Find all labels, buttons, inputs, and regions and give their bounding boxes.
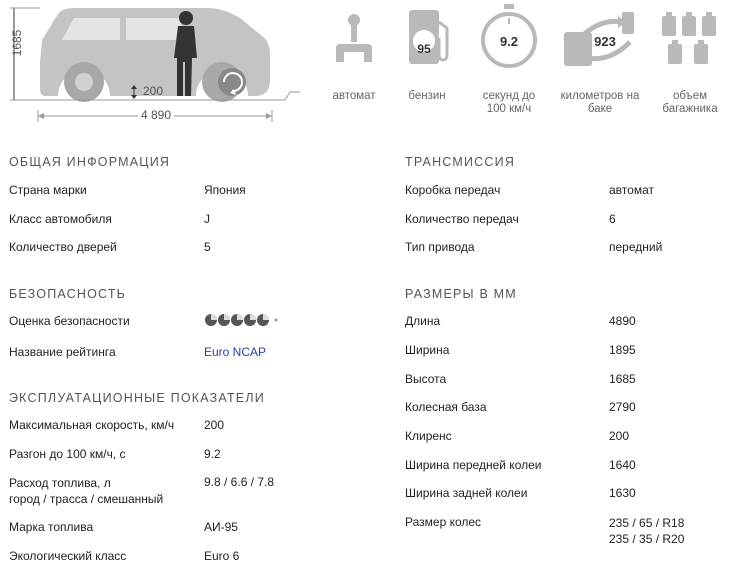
safety-rating-stars bbox=[204, 313, 282, 327]
spec-value: J bbox=[204, 212, 210, 226]
spec-value: 1895 bbox=[609, 343, 636, 357]
icon-caption bbox=[652, 90, 728, 116]
spec-value: автомат bbox=[609, 183, 654, 197]
length-label: 4 890 bbox=[138, 108, 174, 122]
spec-label: Марка топлива bbox=[9, 520, 94, 534]
caption-line: 100 км/ч bbox=[486, 103, 532, 115]
spec-value: передний bbox=[609, 240, 663, 254]
caption-line: секунд до bbox=[482, 90, 536, 102]
icon-caption bbox=[554, 90, 646, 116]
spec-label bbox=[9, 475, 163, 507]
spec-value: 200 bbox=[204, 418, 225, 432]
spec-value: 1630 bbox=[609, 486, 636, 500]
star-rating-icon bbox=[204, 313, 282, 327]
fuel-pump-icon bbox=[405, 8, 455, 68]
spec-label: Экологический класс bbox=[9, 549, 127, 563]
luggage-icon bbox=[660, 10, 720, 70]
section-title-transmission: ТРАНСМИССИЯ bbox=[405, 155, 516, 169]
spec-value: АИ-95 bbox=[204, 520, 238, 534]
section-title-performance: ЭКСПЛУАТАЦИОННЫЕ ПОКАЗАТЕЛИ bbox=[9, 391, 265, 405]
caption-line: километров на bbox=[560, 90, 640, 102]
spec-label: Колесная база bbox=[405, 400, 487, 414]
acceleration-value: 9.2 bbox=[499, 34, 519, 49]
spec-value: 1640 bbox=[609, 458, 636, 472]
spec-label-line: город / трасса / смешанный bbox=[9, 492, 164, 506]
section-title-general: ОБЩАЯ ИНФОРМАЦИЯ bbox=[9, 155, 171, 169]
spec-label: Ширина bbox=[405, 343, 450, 357]
range-feature bbox=[560, 8, 640, 128]
wheel-size-value bbox=[609, 515, 684, 547]
wheel-size-line: 235 / 65 / R18 bbox=[609, 516, 685, 530]
spec-label: Количество передач bbox=[405, 212, 519, 226]
wheel-size-line: 235 / 35 / R20 bbox=[609, 532, 685, 546]
range-value: 923 bbox=[594, 34, 616, 49]
spec-label: Количество дверей bbox=[9, 240, 117, 254]
caption-line: багажника bbox=[662, 103, 718, 115]
car-dimensions-diagram bbox=[0, 0, 310, 130]
spec-label: Максимальная скорость, км/ч bbox=[9, 418, 175, 432]
transmission-feature bbox=[328, 10, 380, 120]
caption-line: объем bbox=[672, 90, 708, 102]
section-title-dimensions: РАЗМЕРЫ В ММ bbox=[405, 287, 517, 301]
fuel-octane-value: 95 bbox=[417, 42, 431, 56]
spec-value: 6 bbox=[609, 212, 616, 226]
spec-label-line: Расход топлива, л bbox=[9, 476, 111, 490]
spec-label: Страна марки bbox=[9, 183, 87, 197]
spec-label: Коробка передач bbox=[405, 183, 501, 197]
icon-caption: бензин bbox=[408, 90, 446, 102]
spec-label: Клиренс bbox=[405, 429, 452, 443]
icon-caption bbox=[474, 90, 544, 116]
spec-label: Ширина передней колеи bbox=[405, 458, 542, 472]
spec-label: Класс автомобиля bbox=[9, 212, 112, 226]
spec-label: Разгон до 100 км/ч, с bbox=[9, 447, 126, 461]
spec-label: Ширина задней колеи bbox=[405, 486, 528, 500]
icon-caption: автомат bbox=[332, 90, 376, 102]
trunk-feature bbox=[660, 10, 724, 130]
spec-label: Оценка безопасности bbox=[9, 314, 130, 328]
height-label: 1685 bbox=[10, 29, 24, 57]
spec-label: Размер колес bbox=[405, 515, 482, 529]
fuel-feature bbox=[405, 8, 455, 118]
spec-value: 9.2 bbox=[204, 447, 221, 461]
caption-line: баке bbox=[587, 103, 613, 115]
spec-value: 5 bbox=[204, 240, 211, 254]
spec-value: 4890 bbox=[609, 314, 636, 328]
spec-value: Япония bbox=[204, 183, 246, 197]
spec-value: Euro 6 bbox=[204, 549, 240, 563]
spec-label: Длина bbox=[405, 314, 441, 328]
spec-value: 200 bbox=[609, 429, 630, 443]
spec-value: 1685 bbox=[609, 372, 636, 386]
spec-label: Высота bbox=[405, 372, 447, 386]
spec-label: Тип привода bbox=[405, 240, 475, 254]
spec-value: 9.8 / 6.6 / 7.8 bbox=[204, 475, 275, 489]
section-title-safety: БЕЗОПАСНОСТЬ bbox=[9, 287, 127, 301]
spec-label: Название рейтинга bbox=[9, 345, 116, 359]
gear-shifter-icon bbox=[328, 10, 380, 70]
spec-value: 2790 bbox=[609, 400, 636, 414]
rating-name-link[interactable]: Euro NCAP bbox=[204, 345, 267, 359]
acceleration-feature bbox=[478, 4, 540, 124]
clearance-label: 200 bbox=[143, 84, 164, 98]
